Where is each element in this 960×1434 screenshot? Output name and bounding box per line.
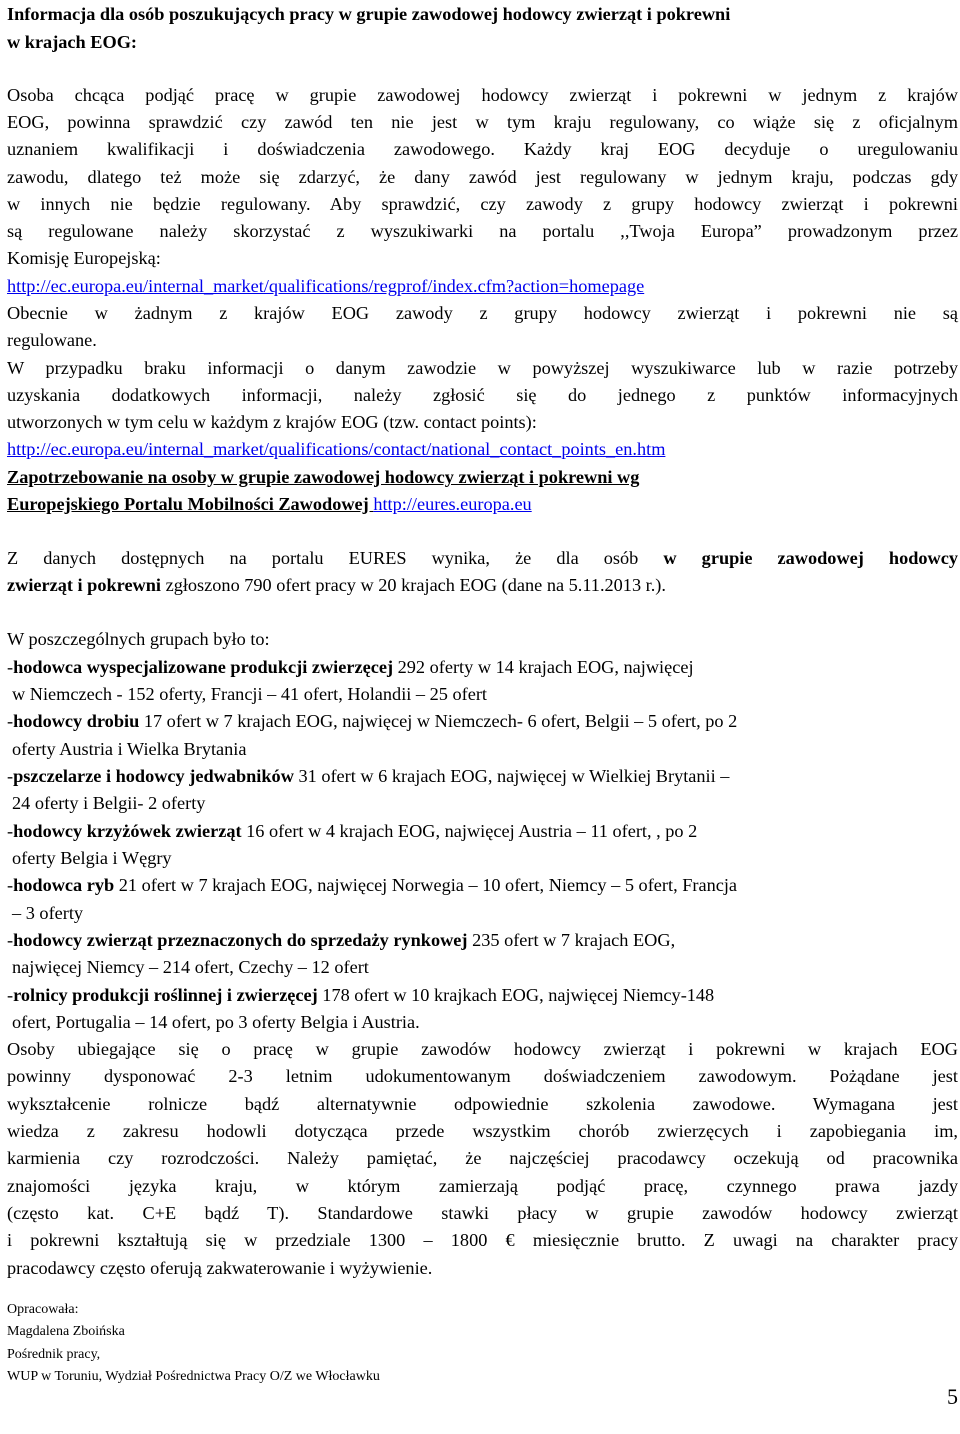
- paragraph-line: są regulowane należy skorzystać z wyszukiwarki na portalu ,,Twoja Europa” prowadzonym przez: [7, 221, 958, 241]
- group-detail: 17 ofert w 7 krajach EOG, najwięcej w Niemczech- 6 ofert, Belgii – 5 ofert, po 2: [139, 711, 738, 731]
- groups-intro: W poszczególnych grupach było to:: [7, 629, 270, 649]
- paragraph-line: i pokrewni kształtują się w przedziale 1300 – 1800 € miesięcznie brutto. Z uwagi na charakter pracy: [7, 1230, 958, 1250]
- group-name: hodowca wyspecjalizowane produkcji zwierzęcej: [13, 657, 394, 677]
- group-item: -hodowca ryb 21 ofert w 7 krajach EOG, najwięcej Norwegia – 10 ofert, Niemcy – 5 ofert, Francja: [7, 875, 738, 895]
- paragraph-line: Osoby ubiegające się o pracę w grupie zawodów hodowcy zwierząt i pokrewni w krajach EOG: [7, 1039, 958, 1059]
- group-item-cont: – 3 oferty: [12, 903, 84, 923]
- group-name: hodowcy drobiu: [13, 711, 140, 731]
- group-detail: 178 ofert w 10 krajkach EOG, najwięcej Niemcy-148: [317, 985, 715, 1005]
- demand-heading-line-1: Zapotrzebowanie na osoby w grupie zawodowej hodowcy zwierząt i pokrewni wg: [7, 467, 640, 487]
- paragraph-line: W przypadku braku informacji o danym zawodzie w powyższej wyszukiwarce lub w razie potrzeby: [7, 358, 958, 378]
- group-detail: 31 ofert w 6 krajach EOG, najwięcej w Wielkiej Brytanii –: [293, 766, 730, 786]
- group-name: hodowcy krzyżówek zwierząt: [13, 821, 242, 841]
- group-detail: 292 oferty w 14 krajach EOG, najwięcej: [393, 657, 694, 677]
- group-detail: 235 ofert w 7 krajach EOG,: [467, 930, 676, 950]
- regprof-link[interactable]: http://ec.europa.eu/internal_market/qualifications/regprof/index.cfm?action=homepage: [7, 276, 645, 296]
- summary-line-2: [7, 574, 666, 596]
- heading-line-1: Informacja dla osób poszukujących pracy w grupie zawodowej hodowcy zwierząt i pokrewni: [7, 4, 731, 24]
- group-item: -hodowca wyspecjalizowane produkcji zwierzęcej 292 oferty w 14 krajach EOG, najwięcej: [7, 657, 694, 677]
- paragraph-line: uzyskania dodatkowych informacji, należy zgłosić się do jednego z punktów informacyjnych: [7, 385, 958, 405]
- group-name: hodowcy zwierząt przeznaczonych do sprzedaży rynkowej: [13, 930, 468, 950]
- summary-bold: zwierząt i pokrewni: [7, 575, 162, 595]
- paragraph-line: (często kat. C+E bądź T). Standardowe stawki płacy w grupie zawodów hodowcy zwierząt: [7, 1203, 958, 1223]
- footer-prepared-by: Opracowała:: [7, 1302, 79, 1317]
- group-item: -pszczelarze i hodowcy jedwabników 31 ofert w 6 krajach EOG, najwięcej w Wielkiej Brytanii –: [7, 766, 730, 786]
- group-item-cont: 24 oferty i Belgii- 2 oferty: [12, 793, 206, 813]
- summary-text: zgłoszono 790 ofert pracy w 20 krajach EOG (dane na 5.11.2013 r.).: [161, 575, 666, 595]
- group-name: hodowca ryb: [13, 875, 115, 895]
- heading-line-2: w krajach EOG:: [7, 32, 137, 52]
- group-item: -hodowcy zwierząt przeznaczonych do sprzedaży rynkowej 235 ofert w 7 krajach EOG,: [7, 930, 676, 950]
- group-item-cont: w Niemczech - 152 oferty, Francji – 41 ofert, Holandii – 25 ofert: [12, 684, 487, 704]
- paragraph-line: w innych nie będzie regulowany. Aby sprawdzić, czy zawody z grupy hodowcy zwierząt i pokrewni: [7, 194, 958, 214]
- group-name: pszczelarze i hodowcy jedwabników: [13, 766, 294, 786]
- paragraph-line: EOG, powinna sprawdzić czy zawód ten nie jest w tym kraju regulowany, co wiąże się z oficjalnym: [7, 112, 958, 132]
- footer-office: WUP w Toruniu, Wydział Pośrednictwa Pracy O/Z we Włocławku: [7, 1369, 380, 1384]
- group-name: rolnicy produkcji roślinnej i zwierzęcej: [13, 985, 318, 1005]
- summary-line-1: [7, 547, 958, 569]
- summary-bold: w grupie zawodowej hodowcy: [663, 548, 958, 568]
- paragraph-line: zawodu, dlatego też może się zdarzyć, że dany zawód jest regulowany w jednym kraju, podczas gdy: [7, 167, 958, 187]
- summary-text: Z danych dostępnych na portalu EURES wynika, że dla osób: [7, 548, 664, 568]
- group-detail: 21 ofert w 7 krajach EOG, najwięcej Norwegia – 10 ofert, Niemcy – 5 ofert, Francja: [114, 875, 738, 895]
- footer-position: Pośrednik pracy,: [7, 1347, 101, 1362]
- paragraph-line: pracodawcy często oferują zakwaterowanie i wyżywienie.: [7, 1258, 433, 1278]
- paragraph-line: uznaniem kwalifikacji i doświadczenia zawodowego. Każdy kraj EOG decyduje o uregulowaniu: [7, 139, 958, 159]
- group-item: -hodowcy krzyżówek zwierząt 16 ofert w 4 krajach EOG, najwięcej Austria – 11 ofert, , po 2: [7, 821, 698, 841]
- demand-heading-line-2: Europejskiego Portalu Mobilności Zawodowej: [7, 494, 374, 514]
- paragraph-line: Osoba chcąca podjąć pracę w grupie zawodowej hodowcy zwierząt i pokrewni w jednym z krajów: [7, 85, 958, 105]
- footer-author: Magdalena Zboińska: [7, 1324, 125, 1339]
- paragraph-line: utworzonych w tym celu w każdym z krajów EOG (tzw. contact points):: [7, 412, 537, 432]
- group-detail: 16 ofert w 4 krajach EOG, najwięcej Austria – 11 ofert, , po 2: [241, 821, 698, 841]
- paragraph-line: karmienia czy rozrodczości. Należy pamiętać, że najczęściej pracodawcy oczekują od pracownika: [7, 1148, 958, 1168]
- paragraph-line: wykształcenie rolnicze bądź alternatywnie odpowiednie szkolenia zawodowe. Wymagana jest: [7, 1094, 958, 1114]
- paragraph-line: Komisję Europejską:: [7, 248, 161, 268]
- paragraph-line: powinny dysponować 2-3 letnim udokumentowanym doświadczeniem zawodowym. Pożądane jest: [7, 1066, 958, 1086]
- paragraph-line: regulowane.: [7, 330, 97, 350]
- group-item-cont: oferty Austria i Wielka Brytania: [12, 739, 247, 759]
- paragraph-line: znajomości języka kraju, w którym zamierzają podjąć pracę, czynnego prawa jazdy: [7, 1176, 958, 1196]
- group-item-cont: najwięcej Niemcy – 214 ofert, Czechy – 12 ofert: [12, 957, 369, 977]
- paragraph-line: Obecnie w żadnym z krajów EOG zawody z grupy hodowcy zwierząt i pokrewni nie są: [7, 303, 958, 323]
- group-item: -rolnicy produkcji roślinnej i zwierzęcej 178 ofert w 10 krajkach EOG, najwięcej Niemcy-148: [7, 985, 715, 1005]
- paragraph-line: wiedza z zakresu hodowli dotycząca przede wszystkim chorób zwierzęcych i zapobiegania im,: [7, 1121, 958, 1141]
- contact-points-link[interactable]: http://ec.europa.eu/internal_market/qualifications/contact/national_contact_points_en.htm: [7, 439, 666, 459]
- group-item: -hodowcy drobiu 17 ofert w 7 krajach EOG, najwięcej w Niemczech- 6 ofert, Belgii – 5 ofert, po 2: [7, 711, 738, 731]
- group-item-cont: oferty Belgia i Węgry: [12, 848, 172, 868]
- group-item-cont: ofert, Portugalia – 14 ofert, po 3 oferty Belgia i Austria.: [12, 1012, 420, 1032]
- page-number: 5: [947, 1384, 958, 1409]
- eures-link[interactable]: http://eures.europa.eu: [373, 494, 532, 514]
